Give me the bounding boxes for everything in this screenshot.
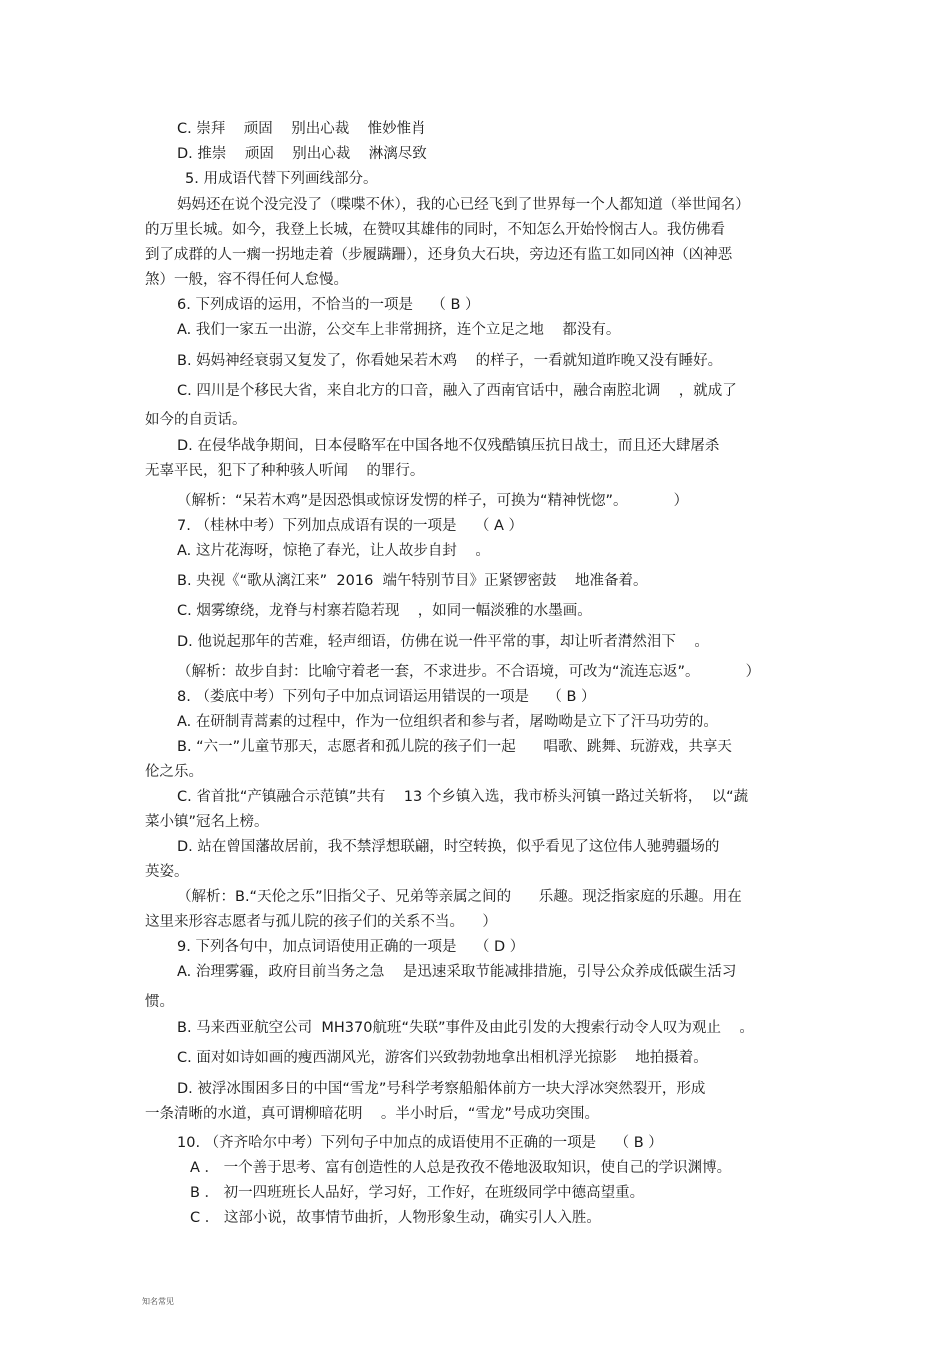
analysis-line: （解析：故步自封：比喻守着老一套，不求进步。不合语境，可改为“流连忘返”。 ） [177, 664, 761, 680]
option-line: C ． 这部小说，故事情节曲折，人物形象生动，确实引人入胜。 [190, 1210, 601, 1226]
option-line: B. 妈妈神经衰弱又复发了，你看她呆若木鸡 的样子，一看就知道昨晚又没有睡好。 [177, 353, 723, 369]
option-line: A ． 一个善于思考、富有创造性的人总是孜孜不倦地汲取知识，使自己的学识渊博。 [190, 1160, 732, 1176]
option-line: 菜小镇”冠名上榜。 [145, 814, 269, 830]
option-line: C. 崇拜 顽固 别出心裁 惟妙惟肖 [177, 121, 426, 137]
question-heading: 8. （娄底中考）下列句子中加点词语运用错误的一项是 （ B ） [177, 689, 596, 705]
option-line: C. 四川是个移民大省，来自北方的口音，融入了西南官话中，融合南腔北调 ，就成了 [177, 383, 737, 399]
option-line: D. 站在曾国藩故居前，我不禁浮想联翩，时空转换，似乎看见了这位伟人驰骋疆场的 [177, 839, 720, 855]
question-heading: 6. 下列成语的运用，不恰当的一项是 （ B ） [177, 297, 480, 313]
option-line: 惯。 [145, 994, 174, 1010]
question-heading: 5. 用成语代替下列画线部分。 [185, 171, 378, 187]
passage-line: 的万里长城。如今，我登上长城，在赞叹其雄伟的同时，不知怎么开始怜悯古人。我仿佛看 [145, 222, 725, 238]
passage-line: 到了成群的人一瘸一拐地走着（步履蹒跚），还身负大石块，旁边还有监工如同凶神（凶神恶 [145, 247, 733, 263]
option-line: 如今的自贡话。 [145, 412, 247, 428]
question-heading: 7. （桂林中考）下列加点成语有误的一项是 （ A ） [177, 518, 524, 534]
analysis-line: 这里来形容志愿者与孤儿院的孩子们的关系不当。 ） [145, 914, 497, 930]
analysis-line: （解析：B.“天伦之乐”旧指父子、兄弟等亲属之间的 乐趣。现泛指家庭的乐趣。用在 [177, 889, 742, 905]
option-line: 无辜平民，犯下了种种骇人听闻 的罪行。 [145, 463, 425, 479]
passage-line: 煞）一般，容不得任何人怠慢。 [145, 272, 348, 288]
option-line: D. 被浮冰围困多日的中国“雪龙”号科学考察船船体前方一块大浮冰突然裂开，形成 [177, 1081, 706, 1097]
option-line: C. 省首批“产镇融合示范镇”共有 13 个乡镇入选，我市桥头河镇一路过关斩将， 以“蔬 [177, 789, 749, 805]
question-heading: 9. 下列各句中，加点词语使用正确的一项是 （ D ） [177, 939, 525, 955]
option-line: A. 我们一家五一出游，公交车上非常拥挤，连个立足之地 都没有。 [177, 322, 621, 338]
analysis-line: （解析：“呆若木鸡”是因恐惧或惊讶发愣的样子，可换为“精神恍惚”。 ） [177, 493, 689, 509]
option-line: B. “六一”儿童节那天，志愿者和孤儿院的孩子们一起 唱歌、跳舞、玩游戏，共享天 [177, 739, 732, 755]
question-heading: 10. （齐齐哈尔中考）下列句子中加点的成语使用不正确的一项是 （ B ） [177, 1135, 663, 1151]
option-line: 伦之乐。 [145, 764, 203, 780]
option-line: C. 面对如诗如画的瘦西湖风光，游客们兴致勃勃地拿出相机浮光掠影 地拍摄着。 [177, 1050, 708, 1066]
page-footer: 知名常见 [142, 1297, 174, 1306]
passage-line: 妈妈还在说个没完没了（喋喋不休），我的心已经飞到了世界每一个人都知道（举世闻名） [177, 197, 750, 213]
option-line: 英姿。 [145, 864, 189, 880]
option-line: B ． 初一四班班长人品好，学习好，工作好，在班级同学中德高望重。 [190, 1185, 645, 1201]
option-line: B. 央视《“歌从漓江来” 2016 端午特别节目》正紧锣密鼓 地准备着。 [177, 573, 648, 589]
option-line: A. 治理雾霾，政府目前当务之急 是迅速采取节能减排措施，引导公众养成低碳生活习 [177, 964, 737, 980]
option-line: D. 在侵华战争期间，日本侵略军在中国各地不仅残酷镇压抗日战士，而且还大肆屠杀 [177, 438, 720, 454]
option-line: C. 烟雾缭绕，龙脊与村寨若隐若现 ，如同一幅淡雅的水墨画。 [177, 603, 592, 619]
option-line: D. 他说起那年的苦难，轻声细语，仿佛在说一件平常的事，却让听者潸然泪下 。 [177, 634, 709, 650]
option-line: A. 在研制青蒿素的过程中，作为一位组织者和参与者，屠呦呦是立下了汗马功劳的。 [177, 714, 718, 730]
option-line: 一条清晰的水道，真可谓柳暗花明 。半小时后，“雪龙”号成功突围。 [145, 1106, 599, 1122]
option-line: A. 这片花海呀，惊艳了春光，让人故步自封 。 [177, 543, 490, 559]
option-line: D. 推崇 顽固 别出心裁 淋漓尽致 [177, 146, 427, 162]
option-line: B. 马来西亚航空公司 MH370航班“失联”事件及由此引发的大搜索行动令人叹为观止 。 [177, 1020, 754, 1036]
